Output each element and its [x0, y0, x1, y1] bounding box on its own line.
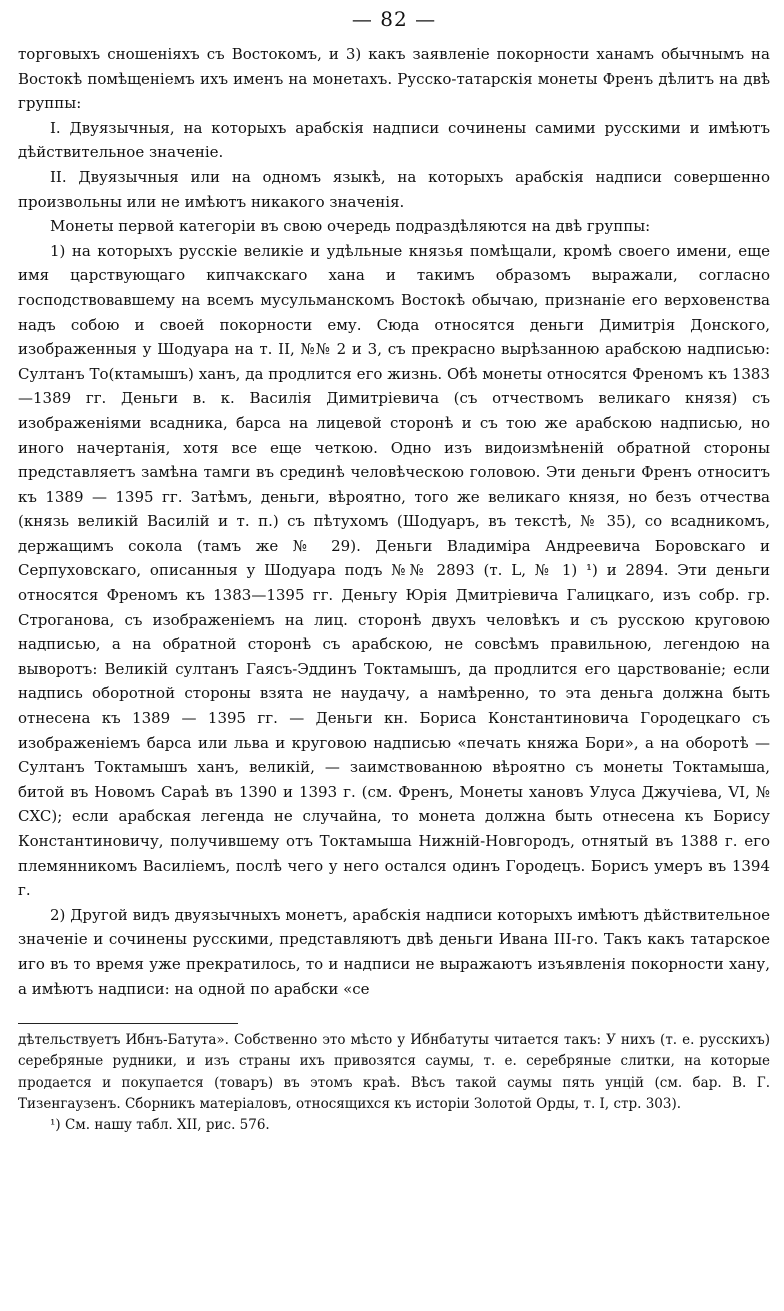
paragraph-subgroup-two: 2) Другой видъ двуязычныхъ монетъ, арабскія надписи которыхъ имѣютъ дѣйствительное значеніе и сочинены русскими, представляютъ двѣ деньги Ивана III-го. Такъ какъ татарское иго въ то время уже прекратилось, то и надписи не выражаютъ изъявленія покорности хану, а имѣютъ надписи: на одной по арабски «се — [18, 905, 770, 998]
footnote-divider — [18, 1023, 238, 1024]
paragraph-group-one: I. Двуязычныя, на которыхъ арабскія надписи сочинены самими русскими и имѣютъ дѣйствительное значеніе. — [18, 118, 770, 162]
paragraph-group-two: II. Двуязычныя или на одномъ языкѣ, на которыхъ арабскія надписи совершенно произвольны или не имѣютъ никакого значенія. — [18, 167, 770, 211]
paragraph-first-category: Монеты первой категоріи въ свою очередь подраздѣляются на двѣ группы: — [50, 217, 651, 236]
page-number: — 82 — — [351, 7, 437, 31]
footnotes — [18, 1030, 770, 1136]
body-text — [18, 42, 770, 1001]
paragraph-subgroup-one: 1) на которыхъ русскіе великіе и удѣльные князья помѣщали, кромѣ своего имени, еще имя царствующаго кипчакскаго хана и такимъ образомъ выражали, согласно господствовавшему на всемъ мусульманскомъ Востокѣ обычаю, признаніе его верховенства надъ собою и своей покорности ему. Сюда относятся деньги Димитрія Донского, изображенныя у Шодуара на т. II, №№ 2 и 3, съ прекрасно вырѣзанною арабскою надписью: Султанъ То(ктамышъ) ханъ, да продлится его жизнь. Обѣ монеты относятся Френомъ къ 1383—1389 гг. Деньги в. к. Василія Димитріевича (съ отчествомъ великаго князя) съ изображеніями всадника, барса на лицевой сторонѣ и съ тою же арабскою надписью, но иного начертанія, хотя все еще четкою. Одно изъ видоизмѣненій обратной стороны представляетъ замѣна тамги въ срединѣ человѣческою головою. Эти деньги Френъ относитъ къ 1389 — 1395 гг. Затѣмъ, деньги, вѣроятно, того же великаго князя, но безъ отчества (князь великій Василій и т. п.) съ пѣтухомъ (Шодуаръ, въ текстѣ, № 35), со всадникомъ, держащимъ сокола (тамъ же № 29). Деньги Владиміра Андреевича Боровскаго и Серпуховскаго, описанныя у Шодуара подъ №№ 2893 (т. L, № 1) ¹) и 2894. Эти деньги относятся Френомъ къ 1383—1395 гг. Деньгу Юрія Дмитріевича Галицкаго, изъ собр. гр. Строганова, съ изображеніемъ на лиц. сторонѣ двухъ человѣкъ и съ русскою круговою надписью, а на обратной сторонѣ съ арабскою, не совсѣмъ правильною, легендою на выворотъ: Великій султанъ Гаясъ-Эддинъ Токтамышъ, да продлится его царствованіе; если надпись оборотной стороны взята не наудачу, а намѣренно, то эта деньга должна быть отнесена къ 1389 — 1395 гг. — Деньги кн. Бориса Константиновича Городецкаго съ изображеніемъ барса или льва и круговою надписью «печать княжа Бори», а на оборотѣ — Султанъ Токтамышъ ханъ, великій, — заимствованною вѣроятно съ монеты Токтамыша, битой въ Новомъ Сараѣ въ 1390 и 1393 г. (см. Френъ, Монеты хановъ Улуса Джучіева, VI, № CXC); если арабская легенда не случайна, то монета должна быть отнесена къ Борису Константиновичу, получившему отъ Токтамыша Нижній-Новгородъ, отнятый въ 1388 г. его племянникомъ Василіемъ, послѣ чего у него остался одинъ Городецъ. Борисъ умеръ въ 1394 г. — [18, 241, 770, 900]
footnote-1: ¹) См. нашу табл. XII, рис. 576. — [50, 1116, 270, 1133]
footnote-continuation: дѣтельствуетъ Ибнъ-Батута». Собственно это мѣсто у Ибнбатуты читается такъ: У нихъ (т. е. русскихъ) серебряные рудники, и изъ страны ихъ привозятся саумы, т. е. серебряные слитки, на которые продается и покупается (товаръ) въ этомъ краѣ. Вѣсъ такой саумы пять унцій (см. бар. В. Г. Тизенгаузенъ. Сборникъ матеріаловъ, относящихся къ исторіи Золотой Орды, т. I, стр. 303). — [18, 1032, 770, 1112]
paragraph-continuation: торговыхъ сношеніяхъ съ Востокомъ, и 3) какъ заявленіе покорности ханамъ обычнымъ на Востокѣ помѣщеніемъ ихъ именъ на монетахъ. Русско-татарскія монеты Френъ дѣлитъ на двѣ группы: — [18, 45, 770, 113]
